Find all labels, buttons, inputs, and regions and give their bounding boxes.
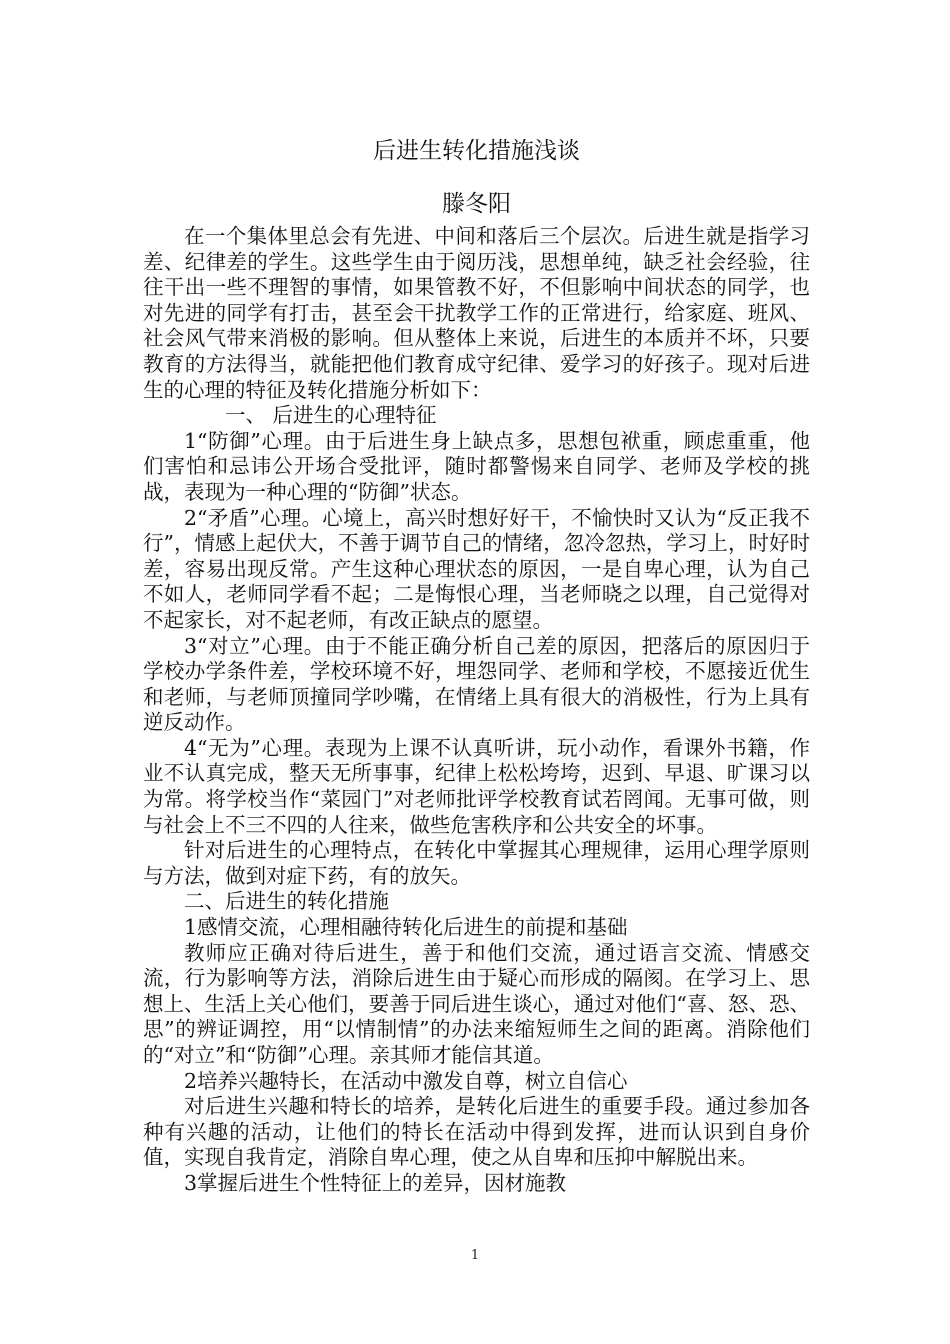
document-body [143, 133, 810, 1197]
paragraph-contradiction: 2“矛盾”心理。心境上，高兴时想好好干，不愉快时又认为“反正我不行”，情感上起伏大，不善于调节自己的情绪，忽冷忽热，学习上，时好时差，容易出现反常。产生这种心理状态的原因，一是自卑心理，认为自己不如人，老师同学看不起；二是悔恨心理，当老师晓之以理，自己觉得对不起家长，对不起老师，有改正缺点的愿望。 [143, 505, 810, 632]
paragraph-inaction: 4“无为”心理。表现为上课不认真听讲，玩小动作，看课外书籍，作业不认真完成，整天无所事事，纪律上松松垮垮，迟到、早退、旷课习以为常。将学校当作“菜园门”对老师批评学校教育试若罔闻。无事可做，则与社会上不三不四的人往来，做些危害秩序和公共安全的坏事。 [143, 735, 810, 837]
subheading-individual-differences: 3掌握后进生个性特征上的差异，因材施教 [184, 1170, 567, 1195]
document-author: 滕冬阳 [442, 191, 511, 217]
document-title: 后进生转化措施浅谈 [373, 138, 580, 164]
paragraph-defense: 1“防御”心理。由于后进生身上缺点多，思想包袱重，顾虑重重，他们害怕和忌讳公开场合受批评，随时都警惕来自同学、老师及学校的挑战，表现为一种心理的“防御”状态。 [143, 428, 810, 504]
section-heading-measures: 二、后进生的转化措施 [184, 889, 389, 914]
subheading-interests: 2培养兴趣特长，在活动中激发自尊，树立自信心 [184, 1068, 628, 1093]
paragraph-opposition: 3“对立”心理。由于不能正确分析自己差的原因，把落后的原因归于学校办学条件差，学校环境不好，埋怨同学、老师和学校，不愿接近优生和老师，与老师顶撞同学吵嘴，在情绪上具有很大的消极性，行为上具有逆反动作。 [143, 633, 810, 735]
subheading-emotional-exchange: 1感情交流，心理相融待转化后进生的前提和基础 [184, 915, 628, 940]
document-text [143, 224, 810, 1197]
paragraph-emotional-exchange: 教师应正确对待后进生，善于和他们交流，通过语言交流、情感交流，行为影响等方法，消除后进生由于疑心而形成的隔阂。在学习上、思想上、生活上关心他们，要善于同后进生谈心，通过对他们“喜、怒、恐、思”的辨证调控，用“以情制情”的办法来缩短师生之间的距离。消除他们的“对立”和“防御”心理。亲其师才能信其道。 [143, 940, 810, 1067]
paragraph-interests: 对后进生兴趣和特长的培养，是转化后进生的重要手段。通过参加各种有兴趣的活动，让他们的特长在活动中得到发挥，进而认识到自身价值，实现自我肯定，消除自卑心理，使之从自卑和压抑中解脱出来。 [143, 1094, 810, 1170]
page-number: 1 [470, 1248, 480, 1263]
section-heading-psychology: 一、 后进生的心理特征 [225, 403, 437, 428]
paragraph-summary: 针对后进生的心理特点，在转化中掌握其心理规律，运用心理学原则与方法，做到对症下药，有的放矢。 [143, 838, 810, 888]
paragraph-intro: 在一个集体里总会有先进、中间和落后三个层次。后进生就是指学习差、纪律差的学生。这些学生由于阅历浅，思想单纯，缺乏社会经验，往往干出一些不理智的事情，如果管教不好，不但影响中间状态的同学，也对先进的同学有打击，甚至会干扰教学工作的正常进行，给家庭、班风、社会风气带来消极的影响。但从整体上来说，后进生的本质并不坏，只要教育的方法得当，就能把他们教育成守纪律、爱学习的好孩子。现对后进生的心理的特征及转化措施分析如下： [143, 224, 810, 402]
